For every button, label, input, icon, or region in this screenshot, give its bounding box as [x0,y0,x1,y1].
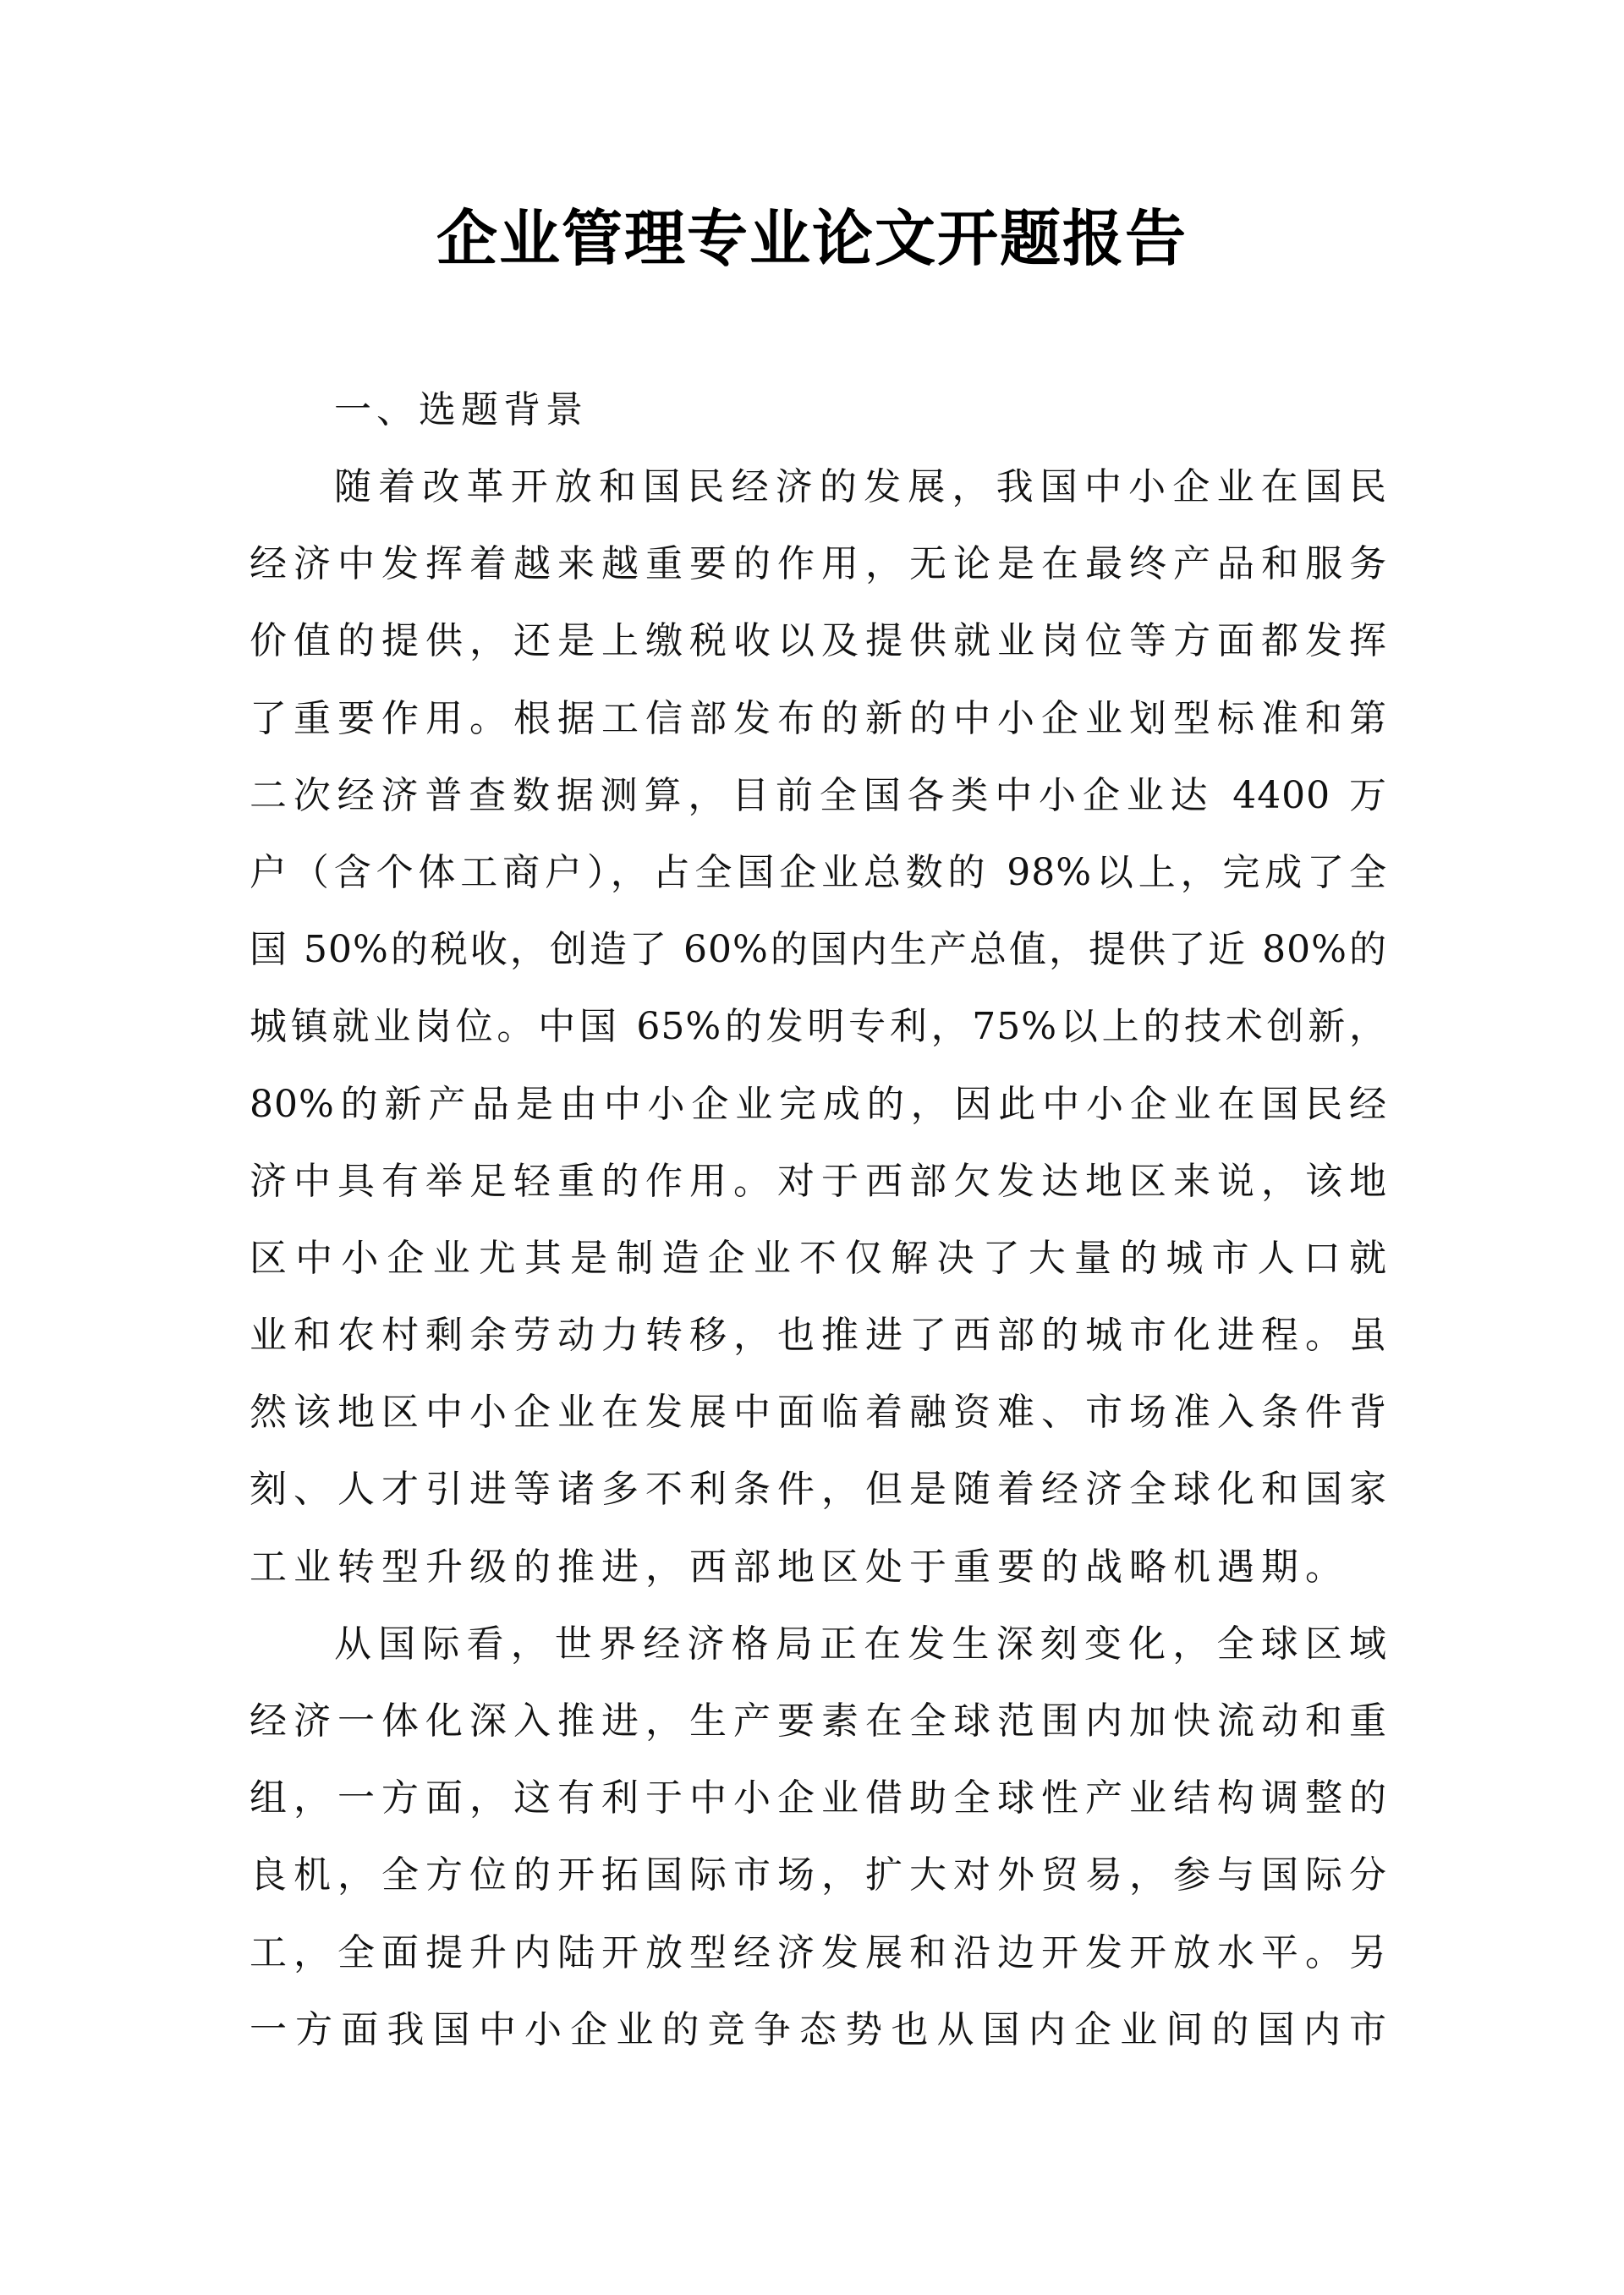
paragraph-line: 工，全面提升内陆开放型经济发展和沿边开发开放水平。另 [250,1930,1387,1974]
paragraph-line: 业和农村剩余劳动力转移，也推进了西部的城市化进程。虽 [250,1314,1387,1358]
paragraph-line: 组，一方面，这有利于中小企业借助全球性产业结构调整的 [250,1776,1387,1820]
paragraph-line: 济中具有举足轻重的作用。对于西部欠发达地区来说，该地 [250,1159,1387,1203]
paragraph-line: 随着改革开放和国民经济的发展，我国中小企业在国民 [334,465,1387,508]
paragraph-line: 了重要作用。根据工信部发布的新的中小企业划型标准和第 [250,696,1387,740]
paragraph-line: 良机，全方位的开拓国际市场，扩大对外贸易，参与国际分 [250,1853,1387,1897]
paragraph-line: 从国际看，世界经济格局正在发生深刻变化，全球区域 [334,1622,1387,1666]
paragraph-line: 经济一体化深入推进，生产要素在全球范围内加快流动和重 [250,1699,1387,1743]
paragraph-line: 刻、人才引进等诸多不利条件，但是随着经济全球化和国家 [250,1468,1387,1512]
paragraph-line: 工业转型升级的推进，西部地区处于重要的战略机遇期。 [250,1545,1349,1589]
paragraph-line: 户（含个体工商户），占全国企业总数的 98%以上，完成了全 [250,850,1387,894]
paragraph-line: 一方面我国中小企业的竞争态势也从国内企业间的国内市 [250,2007,1387,2051]
paragraph-line: 价值的提供，还是上缴税收以及提供就业岗位等方面都发挥 [250,619,1387,663]
paragraph-line: 80%的新产品是由中小企业完成的，因此中小企业在国民经 [250,1082,1387,1126]
section-heading: 一、选题背景 [334,388,588,431]
paragraph-2 [250,1606,1387,2068]
document-title: 企业管理专业论文开题报告 [436,203,1188,274]
paragraph-line: 然该地区中小企业在发展中面临着融资难、市场准入条件背 [250,1391,1387,1435]
paragraph-line: 经济中发挥着越来越重要的作用，无论是在最终产品和服务 [250,542,1387,586]
paragraph-1 [250,448,1387,1606]
paragraph-line: 国 50%的税收，创造了 60%的国内生产总值，提供了近 80%的 [250,928,1387,972]
paragraph-line: 二次经济普查数据测算，目前全国各类中小企业达 4400 万 [250,773,1387,817]
paragraph-line: 区中小企业尤其是制造企业不仅解决了大量的城市人口就 [250,1236,1387,1280]
paragraph-line: 城镇就业岗位。中国 65%的发明专利，75%以上的技术创新， [250,1005,1387,1049]
document-body [250,372,1387,2068]
